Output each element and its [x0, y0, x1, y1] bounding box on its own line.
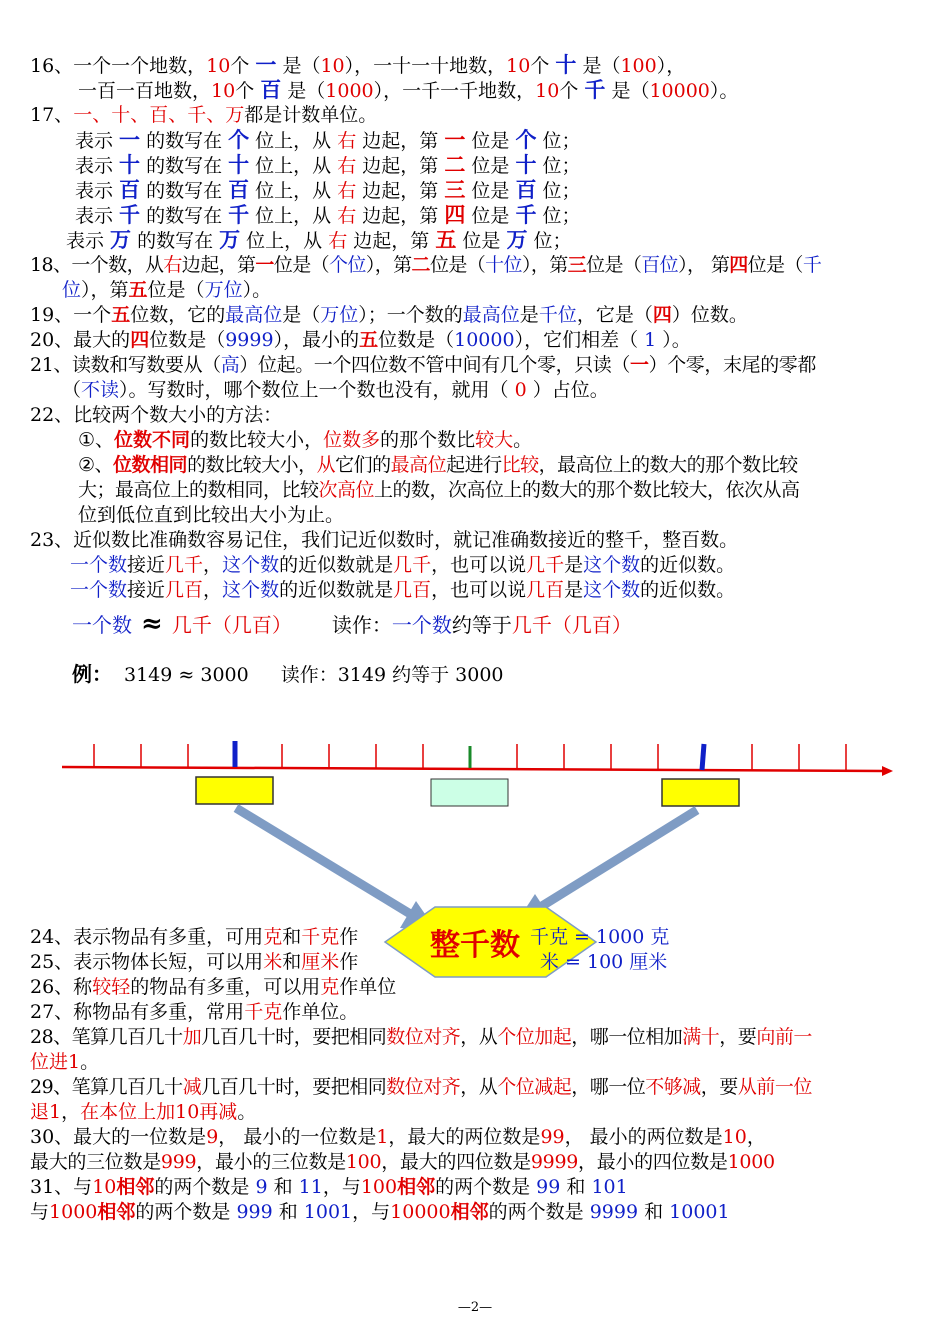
item-23: 23、近似数比准确数容易记住，我们记近似数时，就记准确数接近的整千，整百数。: [30, 529, 739, 551]
item-22-rule2-end: 位到低位直到比较出大小为止。: [78, 504, 345, 526]
left-arrow: [236, 808, 436, 930]
item-17-row-4: 表示 千 的数写在 千 位上，从 右 边起，第 四 位是 千 位；: [75, 203, 581, 227]
item-28-line2: 位进1。: [30, 1051, 100, 1073]
item-25: 25、表示物体长短，可以用米和厘米作: [30, 951, 359, 973]
item-27: 27、称物品有多重，常用千克作单位。: [30, 1001, 359, 1023]
middle-answer-box: [431, 779, 508, 806]
right-answer-box: [662, 779, 739, 806]
item-17-row-5: 表示 万 的数写在 万 位上，从 右 边起，第 五 位是 万 位；: [66, 228, 572, 252]
item-22-rule2-cont: 大；最高位上的数相同，比较次高位上的数，次高位上的数大的那个数比较大，依次从高: [78, 479, 800, 501]
item-29-line1: 29、笔算几百几十减几百几十时，要把相同数位对齐，从个位减起，哪一位不够减，要从前一位: [30, 1076, 812, 1098]
item-28-line1: 28、笔算几百几十加几百几十时，要把相同数位对齐，从个位加起，哪一位相加满十，要向前一: [30, 1026, 812, 1048]
item-24-tail: 千克 = 1000 克: [530, 926, 670, 948]
item-16-line1: 16、一个一个地数，10个 一 是（10），一十一十地数，10个 十 是（100），: [30, 53, 686, 77]
example-line: 例： 3149 ≈ 3000 读作：3149 约等于 3000: [72, 662, 504, 686]
thousand-mark-right: [702, 744, 704, 770]
right-arrow: [518, 810, 697, 920]
approx-formula: 一个数 ≈ 几千（几百） 读作：一个数约等于几千（几百）: [72, 609, 632, 639]
item-30-line2: 最大的三位数是999，最小的三位数是100，最大的四位数是9999，最小的四位数是1000: [30, 1151, 775, 1173]
item-30-line1: 30、最大的一位数是9， 最小的一位数是1，最大的两位数是99， 最小的两位数是10，: [30, 1126, 766, 1148]
item-18-line2: 位），第五位是（万位）。: [62, 279, 272, 301]
item-21-line2: （不读）。写数时，哪个数位上一个数也没有，就用（ 0 ）占位。: [62, 379, 609, 401]
item-29-line2: 退1，在本位上加10再减。: [30, 1101, 257, 1123]
item-25-tail: 米 = 100 厘米: [540, 951, 668, 973]
item-19: 19、一个五位数，它的最高位是（万位）；一个数的最高位是千位，它是（四）位数。: [30, 304, 748, 326]
item-23-line1: 一个数接近几千，这个数的近似数就是几千，也可以说几千是这个数的近似数。: [70, 554, 736, 576]
item-31-line1: 31、与10相邻的两个数是 9 和 11，与100相邻的两个数是 99 和 101: [30, 1176, 628, 1198]
item-22-rule1: ①、位数不同的数比较大小，位数多的那个数比较大。: [78, 429, 533, 451]
item-17-row-1: 表示 一 的数写在 个 位上，从 右 边起，第 一 位是 个 位；: [75, 128, 581, 152]
diamond-label: 整千数: [430, 928, 520, 963]
item-16-line2: 一百一百地数，10个 百 是（1000），一千一千地数，10个 千 是（10000）。: [78, 78, 739, 102]
item-18-line1: 18、一个数，从右边起，第一位是（个位），第二位是（十位），第三位是（百位）， 第四位是（千: [30, 254, 822, 276]
item-26: 26、称较轻的物品有多重，可以用克作单位: [30, 976, 397, 998]
item-17: 17、一、十、百、千、万都是计数单位。: [30, 104, 378, 126]
item-22-rule2: ②、位数相同的数比较大小，从它们的最高位起进行比较，最高位上的数大的那个数比较: [78, 454, 798, 476]
page-number: —2—: [457, 1300, 493, 1315]
item-17-row-2: 表示 十 的数写在 十 位上，从 右 边起，第 二 位是 十 位；: [75, 153, 581, 177]
item-24: 24、表示物品有多重，可用克和千克作: [30, 926, 359, 948]
item-23-line2: 一个数接近几百，这个数的近似数就是几百，也可以说几百是这个数的近似数。: [70, 579, 736, 601]
item-22: 22、比较两个数大小的方法：: [30, 404, 283, 426]
left-answer-box: [196, 777, 273, 804]
item-31-line2: 与1000相邻的两个数是 999 和 1001，与10000相邻的两个数是 9999 和 10001: [30, 1201, 730, 1223]
number-line-axis: [62, 766, 893, 776]
item-21-line1: 21、读数和写数要从（高）位起。一个四位数不管中间有几个零，只读（一）个零，末尾的零都: [30, 354, 817, 376]
item-17-row-3: 表示 百 的数写在 百 位上，从 右 边起，第 三 位是 百 位；: [75, 178, 581, 202]
item-20: 20、最大的四位数是（9999），最小的五位数是（10000），它们相差（ 1 ）。: [30, 329, 691, 351]
